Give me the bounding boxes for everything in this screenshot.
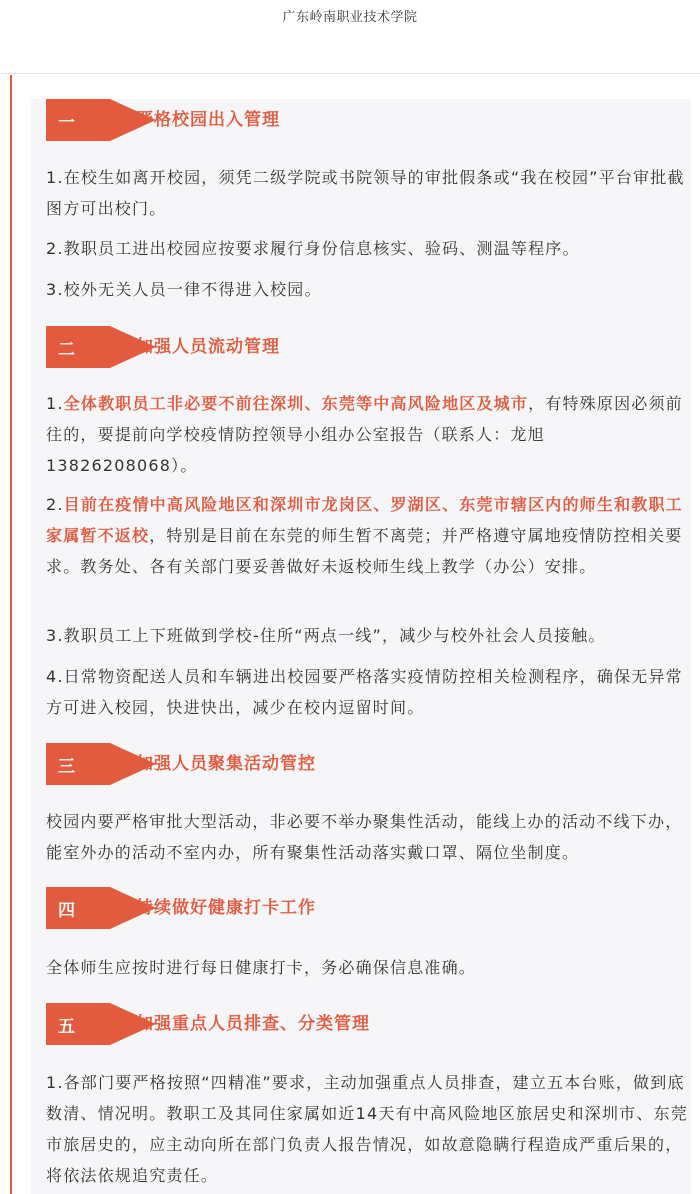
section-number-badge: 二 xyxy=(46,326,110,368)
section-header-3 xyxy=(46,743,646,785)
left-accent-line xyxy=(10,75,12,1194)
section-number-badge: 四 xyxy=(46,887,110,929)
highlighted-text: 全体教职员工非必要不前往深圳、东莞等中高风险地区及城市 xyxy=(63,394,529,413)
paragraph xyxy=(46,388,694,481)
paragraph: 4.日常物资配送人员和车辆进出校园要严格落实疫情防控相关检测程序，确保无异常方可进入校园，快进快出，减少在校内逗留时间。 xyxy=(46,667,683,717)
paragraph: 1.各部门要严格按照“四精准”要求，主动加强重点人员排查，建立五本台账，做到底数清、情况明。教职工及其同住家属如近14天有中高风险地区旅居史和深圳市、东莞市旅居史的，应主动向所在部门负责人报告情况，如故意隐瞒行程造成严重后果的，将依法依规追究责任。 xyxy=(46,1073,688,1185)
section-header-1 xyxy=(46,99,646,141)
section-header-5 xyxy=(46,1003,646,1045)
section-number-badge: 五 xyxy=(46,1003,110,1045)
paragraph-text: ，有特殊原因必须前往的，要提前向学校疫情防控领导小组办公室报告（联系人：龙旭13826208068）。 xyxy=(46,394,683,475)
section-number-badge: 三 xyxy=(46,743,110,785)
section-title: 加强重点人员排查、分类管理 xyxy=(136,1014,370,1034)
paragraph-prefix: 1. xyxy=(46,394,64,413)
paragraph xyxy=(46,489,694,582)
paragraph: 1.在校生如离开校园，须凭二级学院或书院领导的审批假条或“我在校园”平台审批截图方可出校门。 xyxy=(46,168,685,218)
article-content xyxy=(0,75,700,1194)
paragraph: 校园内要严格审批大型活动，非必要不举办聚集性活动，能线上办的活动不线下办，能室外办的活动不室内办，所有聚集性活动落实戴口罩、隔位坐制度。 xyxy=(46,812,683,862)
section-title: 严格校园出入管理 xyxy=(136,110,280,130)
paragraph-prefix: 2. xyxy=(46,495,64,514)
section-header-2 xyxy=(46,326,646,368)
paragraph: 3.教职员工上下班做到学校-住所“两点一线”，减少与校外社会人员接触。 xyxy=(46,626,606,645)
paragraph: 2.教职员工进出校园应按要求履行身份信息核实、验码、测温等程序。 xyxy=(46,239,580,258)
section-title: 持续做好健康打卡工作 xyxy=(136,898,316,918)
section-number-badge: 一 xyxy=(46,99,110,141)
section-header-4 xyxy=(46,887,646,929)
page-title: 广东岭南职业技术学院 xyxy=(282,10,418,25)
paragraph: 3.校外无关人员一律不得进入校园。 xyxy=(46,280,322,299)
top-bar xyxy=(0,0,700,74)
section-title: 加强人员聚集活动管控 xyxy=(136,754,316,774)
highlighted-text: 目前在疫情中高风险地区和深圳市龙岗区、罗湖区、东莞市辖区内的师生和教职工家属暂不返校 xyxy=(46,495,683,545)
paragraph: 全体师生应按时进行每日健康打卡，务必确保信息准确。 xyxy=(46,958,477,977)
paragraph-text: ，特别是目前在东莞的师生暂不离莞；并严格遵守属地疫情防控相关要求。教务处、各有关部门要妥善做好未返校师生线上教学（办公）安排。 xyxy=(46,526,683,576)
section-title: 加强人员流动管理 xyxy=(136,337,280,357)
